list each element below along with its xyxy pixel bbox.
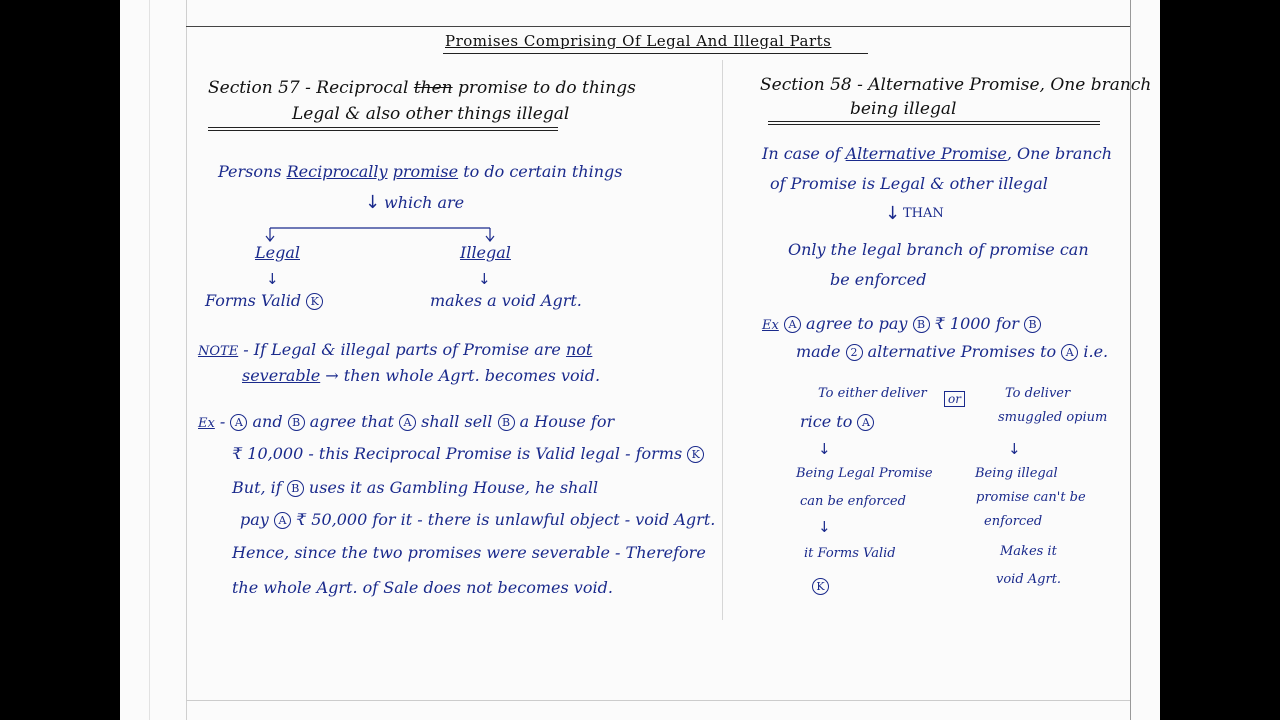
right-text: , One branch — [1006, 144, 1112, 163]
down-arrow-icon: ↓ — [478, 270, 491, 288]
ex-text: But, if — [232, 478, 282, 497]
intro-word-reciprocally: Reciprocally — [286, 162, 388, 181]
result1-line3: it Forms Valid — [804, 546, 896, 561]
down-arrow-icon: ↓ — [818, 440, 831, 458]
note-line1 — [198, 340, 592, 359]
legal-result-text: Forms Valid — [205, 291, 302, 310]
page-edge-line — [149, 0, 150, 720]
ex-text: and — [252, 412, 283, 431]
right-ex-text: made — [796, 342, 841, 361]
alternative-promise-term: Alternative Promise — [845, 144, 1007, 163]
example-line3 — [232, 478, 598, 497]
result2-line3: enforced — [984, 514, 1043, 529]
ex-text: pay — [240, 510, 269, 529]
note-text-2: → then whole Agrt. becomes void. — [325, 366, 601, 385]
number-circle-icon: 2 — [846, 344, 863, 361]
ex-text: ₹ 10,000 - this Reciprocal Promise is Valid legal - forms — [232, 444, 683, 463]
illegal-label: Illegal — [460, 243, 511, 262]
down-arrow-icon: ↓ — [1008, 440, 1021, 458]
ex-label: Ex — [198, 416, 215, 431]
intro-word-promise: promise — [392, 162, 459, 181]
right-heading-line1: Section 58 - Alternative Promise, One branch — [760, 75, 1152, 95]
example-line2 — [232, 444, 704, 463]
example-line6: the whole Agrt. of Sale does not becomes void. — [232, 578, 613, 597]
right-para-line4: be enforced — [830, 270, 927, 289]
left-heading-struck-word: then — [413, 78, 453, 98]
b-circle-icon: B — [288, 414, 305, 431]
branch-connector — [250, 222, 500, 244]
which-are-label: which are — [384, 193, 465, 212]
result2-line4: Makes it — [1000, 544, 1057, 559]
right-heading-line2: being illegal — [850, 99, 957, 119]
note-not: not — [565, 340, 593, 359]
right-text: In case of — [762, 144, 841, 163]
ex-text: uses it as Gambling House, he shall — [308, 478, 599, 497]
b-circle-icon: B — [498, 414, 515, 431]
k-circle-icon: K — [306, 293, 323, 310]
b-circle-icon: B — [913, 316, 930, 333]
right-heading-rule1 — [768, 121, 1100, 122]
intro-word-rest: to do certain things — [463, 162, 623, 181]
left-heading-line1 — [208, 78, 636, 98]
page-title: Promises Comprising Of Legal And Illegal Parts — [445, 32, 832, 50]
option1-line1: To either deliver — [818, 386, 927, 401]
ex-text: a House for — [519, 412, 615, 431]
intro-word-persons: Persons — [218, 162, 282, 181]
left-heading-line2: Legal & also other things illegal — [292, 104, 570, 124]
result1-line1: Being Legal Promise — [796, 466, 933, 481]
right-ex-line2 — [796, 342, 1108, 361]
a-circle-icon: A — [399, 414, 416, 431]
left-heading-rule2 — [208, 130, 558, 131]
left-heading-rule1 — [208, 127, 558, 128]
margin-line — [186, 0, 187, 720]
ex-text: ₹ 50,000 for it - there is unlawful object - void Agrt. — [296, 510, 716, 529]
a-circle-icon: A — [857, 414, 874, 431]
note-label: NOTE — [198, 344, 239, 359]
a-circle-icon: A — [784, 316, 801, 333]
right-ex-text: agree to pay — [806, 314, 908, 333]
option1-text: rice to — [800, 412, 853, 431]
or-box — [944, 388, 965, 407]
result1-line2: can be enforced — [800, 494, 906, 509]
result1-k — [812, 576, 829, 595]
option2-line1: To deliver — [1005, 386, 1071, 401]
example-line5: Hence, since the two promises were severable - Therefore — [232, 543, 706, 562]
right-ex-line1 — [762, 314, 1041, 333]
left-intro — [218, 162, 622, 181]
title-underline — [443, 53, 868, 54]
illegal-result: makes a void Agrt. — [430, 291, 582, 310]
a-circle-icon: A — [230, 414, 247, 431]
down-arrow-icon: ↓ — [818, 518, 831, 536]
column-divider — [722, 60, 723, 620]
right-ex-text: ₹ 1000 for — [934, 314, 1019, 333]
down-arrow-icon: ↓ — [885, 203, 901, 224]
left-heading-part1: Section 57 - Reciprocal — [208, 78, 409, 98]
b-circle-icon: B — [287, 480, 304, 497]
option1-line2 — [800, 412, 874, 431]
right-ex-text: alternative Promises to — [867, 342, 1057, 361]
result2-line1: Being illegal — [975, 466, 1058, 481]
right-para-line1 — [762, 144, 1112, 163]
a-circle-icon: A — [274, 512, 291, 529]
right-heading-rule2 — [768, 124, 1100, 125]
b-circle-icon: B — [1024, 316, 1041, 333]
a-circle-icon: A — [1061, 344, 1078, 361]
top-rule — [186, 26, 1130, 27]
bottom-rule — [186, 700, 1130, 701]
k-circle-icon: K — [812, 578, 829, 595]
legal-label: Legal — [255, 243, 300, 262]
note-text-1: - If Legal & illegal parts of Promise are — [243, 340, 561, 359]
legal-result — [205, 291, 323, 310]
down-arrow-icon: ↓ — [365, 192, 381, 213]
than-label: THAN — [903, 206, 944, 221]
down-arrow-icon: ↓ — [266, 270, 279, 288]
right-para-line2: of Promise is Legal & other illegal — [770, 174, 1048, 193]
result2-line5: void Agrt. — [996, 572, 1062, 587]
right-ex-text: i.e. — [1083, 342, 1109, 361]
example-line4 — [240, 510, 715, 529]
result2-line2: promise can't be — [976, 490, 1086, 505]
ex-text: agree that — [309, 412, 394, 431]
ex-label: Ex — [762, 318, 779, 333]
note-severable: severable — [242, 366, 321, 385]
left-heading-part2: promise to do things — [458, 78, 636, 98]
k-circle-icon: K — [687, 446, 704, 463]
option2-line2: smuggled opium — [998, 410, 1108, 425]
ex-text: shall sell — [421, 412, 493, 431]
right-para-line3: Only the legal branch of promise can — [788, 240, 1089, 259]
right-margin-line — [1130, 0, 1131, 720]
note-line2 — [242, 366, 600, 385]
example-line1: Ex - A and B agree that A shall sell B a House for — [198, 412, 615, 431]
or-label: or — [944, 391, 965, 407]
